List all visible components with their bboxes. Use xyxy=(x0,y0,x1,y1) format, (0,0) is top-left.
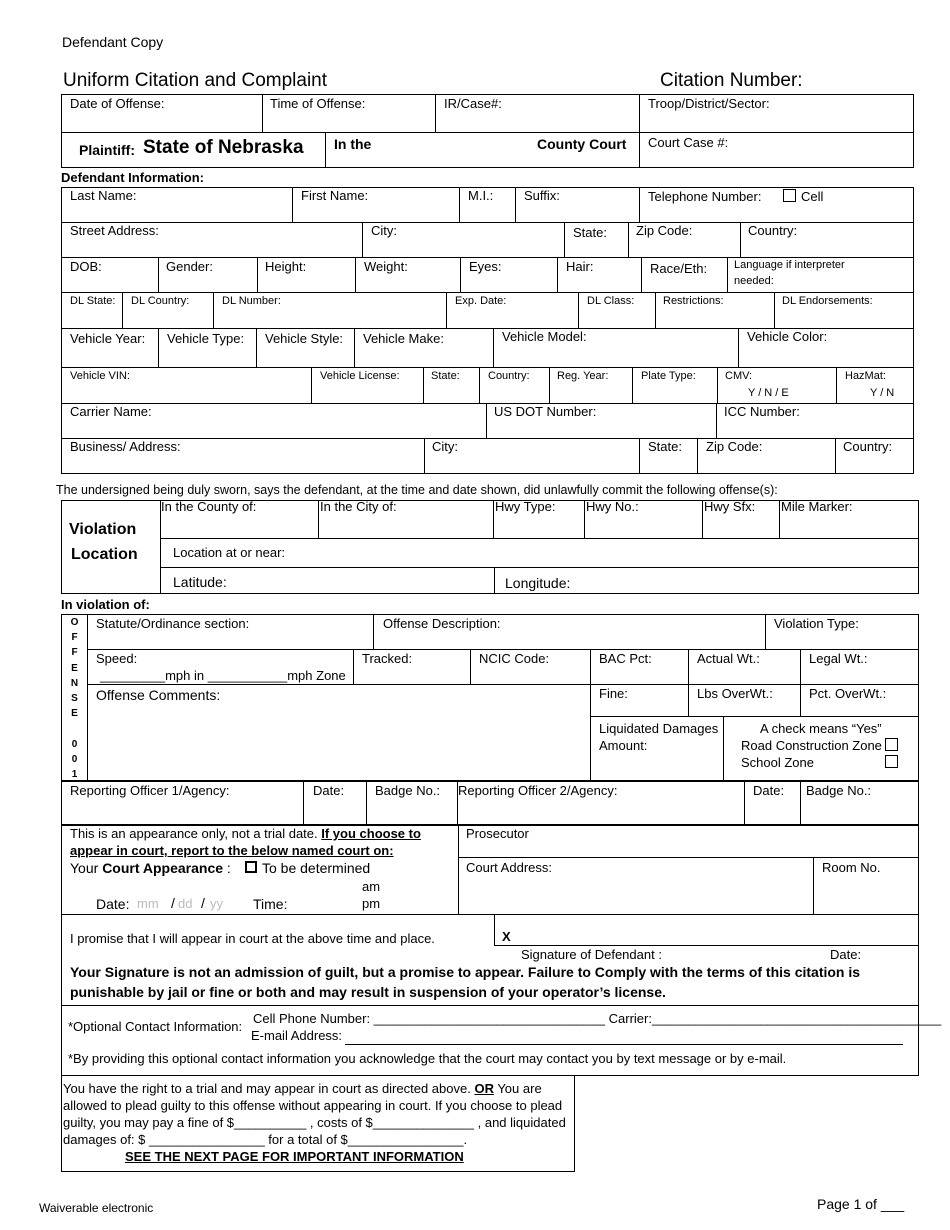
violation-location-title-1: Violation xyxy=(69,521,137,538)
side-label-letter: E xyxy=(71,708,78,720)
exp-date-label[interactable]: Exp. Date: xyxy=(455,295,507,307)
school-zone-label: School Zone xyxy=(741,755,814,770)
cell-phone-carrier-line[interactable]: Cell Phone Number: ________________________________ Carrier:________________________________________ xyxy=(253,1011,942,1026)
first-name-label[interactable]: First Name: xyxy=(301,188,369,203)
city-of-label[interactable]: In the City of: xyxy=(320,499,397,514)
height-label[interactable]: Height: xyxy=(265,259,307,274)
officer2-badge-label[interactable]: Badge No.: xyxy=(806,783,872,798)
zip-label[interactable]: Zip Code: xyxy=(636,223,693,238)
plate-type-label[interactable]: Plate Type: xyxy=(641,370,696,382)
rights-line-2: allowed to plead guilty to this offense without appearing in court. If you choose to plead xyxy=(63,1098,563,1113)
court-address-label[interactable]: Court Address: xyxy=(466,860,552,875)
carrier-name-label[interactable]: Carrier Name: xyxy=(70,404,152,419)
rights-line-4[interactable]: damages of: $ ________________ for a total of $________________. xyxy=(63,1132,468,1147)
county-court-label: County Court xyxy=(537,136,627,152)
page-number: Page 1 of ___ xyxy=(817,1196,905,1212)
telephone-label[interactable]: Telephone Number: xyxy=(648,189,762,204)
in-the-label: In the xyxy=(334,136,372,152)
business-address-label[interactable]: Business/ Address: xyxy=(70,439,181,454)
email-label: E-mail Address: xyxy=(251,1028,343,1043)
mile-marker-label[interactable]: Mile Marker: xyxy=(781,499,853,514)
officer1-label[interactable]: Reporting Officer 1/Agency: xyxy=(70,783,230,798)
violation-type-label[interactable]: Violation Type: xyxy=(774,616,859,631)
officer1-date-label[interactable]: Date: xyxy=(313,783,345,798)
reg-year-label[interactable]: Reg. Year: xyxy=(557,370,609,382)
state-label[interactable]: State: xyxy=(573,225,607,240)
contact-disclaimer: *By providing this optional contact information you acknowledge that the court may contact you by text message or by e-mail. xyxy=(68,1051,787,1066)
speed-zone-line[interactable]: _________mph in ___________mph Zone xyxy=(100,668,346,683)
weight-label[interactable]: Weight: xyxy=(364,259,408,274)
vehicle-make-label[interactable]: Vehicle Make: xyxy=(363,331,444,346)
sworn-statement: The undersigned being duly sworn, says the defendant, at the time and date shown, did unlawfully commit the following offense(s): xyxy=(56,483,778,497)
cell-checkbox[interactable] xyxy=(783,189,796,202)
rights-line-1: You have the right to a trial and may appear in court as directed above. OR You are xyxy=(63,1081,542,1096)
dl-class-label[interactable]: DL Class: xyxy=(587,295,635,307)
warning-line-1: Your Signature is not an admission of guilt, but a promise to appear. Failure to Comply with the terms of this citation is xyxy=(70,964,861,980)
side-label-letter: 0 xyxy=(71,738,78,750)
promise-statement: I promise that I will appear in court at the above time and place. xyxy=(70,931,435,946)
side-label-letter: F xyxy=(71,647,78,659)
date-slash-1: / xyxy=(171,895,175,911)
waiverable-label: Waiverable electronic xyxy=(39,1201,154,1215)
dl-number-label[interactable]: DL Number: xyxy=(222,295,281,307)
us-dot-label[interactable]: US DOT Number: xyxy=(494,404,597,419)
business-country-label[interactable]: Country: xyxy=(843,439,893,454)
eyes-label[interactable]: Eyes: xyxy=(469,259,502,274)
plaintiff-label: Plaintiff: xyxy=(79,142,135,158)
country-label[interactable]: Country: xyxy=(748,223,798,238)
pct-overwt-label[interactable]: Pct. OverWt.: xyxy=(809,686,887,701)
vehicle-color-label[interactable]: Vehicle Color: xyxy=(747,329,828,344)
cell-label: Cell xyxy=(801,189,824,204)
statute-label[interactable]: Statute/Ordinance section: xyxy=(96,616,250,631)
vehicle-year-label[interactable]: Vehicle Year: xyxy=(70,331,146,346)
cmv-label[interactable]: CMV: xyxy=(725,370,753,382)
plaintiff-value: State of Nebraska xyxy=(143,137,304,158)
signature-x-mark: X xyxy=(502,929,511,944)
latitude-label[interactable]: Latitude: xyxy=(173,574,227,590)
warning-line-2: punishable by jail or fine or both and may result in suspension of your operator’s license. xyxy=(70,984,666,1000)
signature-field[interactable] xyxy=(515,916,915,944)
business-state-label[interactable]: State: xyxy=(648,439,682,454)
vehicle-vin-label[interactable]: Vehicle VIN: xyxy=(70,370,130,382)
hwy-no-label[interactable]: Hwy No.: xyxy=(586,499,639,514)
defendant-section-title: Defendant Information: xyxy=(61,170,204,185)
actual-wt-label[interactable]: Actual Wt.: xyxy=(697,651,760,666)
mi-label[interactable]: M.I.: xyxy=(468,188,494,203)
language-label-1[interactable]: Language if interpreter xyxy=(734,259,845,271)
side-label-letter: 0 xyxy=(71,753,78,765)
street-address-label[interactable]: Street Address: xyxy=(70,223,159,238)
pm-option[interactable]: pm xyxy=(362,896,381,911)
side-label-letter xyxy=(62,721,87,736)
appearance-notice-1: This is an appearance only, not a trial date. If you choose to xyxy=(70,826,421,841)
room-no-label[interactable]: Room No. xyxy=(822,860,881,875)
location-near-label[interactable]: Location at or near: xyxy=(173,545,286,560)
see-next-page-note: SEE THE NEXT PAGE FOR IMPORTANT INFORMATION xyxy=(125,1149,464,1164)
am-option[interactable]: am xyxy=(362,879,381,894)
signature-label: Signature of Defendant : xyxy=(521,947,662,962)
cmv-options[interactable]: Y / N / E xyxy=(748,387,789,399)
form-title: Uniform Citation and Complaint xyxy=(63,70,328,91)
tracked-label[interactable]: Tracked: xyxy=(362,651,413,666)
troop-label[interactable]: Troop/District/Sector: xyxy=(648,96,770,111)
court-date-year[interactable]: yy xyxy=(210,896,223,911)
lbs-overwt-label[interactable]: Lbs OverWt.: xyxy=(697,686,773,701)
vehicle-style-label[interactable]: Vehicle Style: xyxy=(265,331,344,346)
hwy-type-label[interactable]: Hwy Type: xyxy=(495,499,556,514)
icc-label[interactable]: ICC Number: xyxy=(724,404,800,419)
legal-wt-label[interactable]: Legal Wt.: xyxy=(809,651,868,666)
violation-location-title-2: Location xyxy=(71,546,138,563)
gender-label[interactable]: Gender: xyxy=(166,259,213,274)
to-be-determined-checkbox[interactable] xyxy=(245,861,257,873)
business-city-label[interactable]: City: xyxy=(432,439,458,454)
suffix-label[interactable]: Suffix: xyxy=(524,188,560,203)
citation-number-label: Citation Number: xyxy=(660,70,803,91)
court-date-month[interactable]: mm xyxy=(137,896,159,911)
court-appearance-label: Your Court Appearance : xyxy=(70,860,231,876)
restrictions-label[interactable]: Restrictions: xyxy=(663,295,724,307)
fine-label[interactable]: Fine: xyxy=(599,686,628,701)
officer2-date-label[interactable]: Date: xyxy=(753,783,785,798)
date-of-offense-label[interactable]: Date of Offense: xyxy=(70,96,165,111)
email-field[interactable] xyxy=(345,1044,903,1045)
vehicle-license-label[interactable]: Vehicle License: xyxy=(320,370,400,382)
offense-side-label xyxy=(62,615,87,782)
business-zip-label[interactable]: Zip Code: xyxy=(706,439,763,454)
dl-endorsements-label[interactable]: DL Endorsements: xyxy=(782,295,873,307)
side-label-letter: F xyxy=(71,632,78,644)
check-means-note: A check means “Yes” xyxy=(760,721,882,736)
hwy-sfx-label[interactable]: Hwy Sfx: xyxy=(704,499,756,514)
last-name-label[interactable]: Last Name: xyxy=(70,188,137,203)
vehicle-type-label[interactable]: Vehicle Type: xyxy=(167,331,245,346)
hazmat-label[interactable]: HazMat: xyxy=(845,370,886,382)
dl-country-label[interactable]: DL Country: xyxy=(131,295,190,307)
optional-contact-label: *Optional Contact Information: xyxy=(68,1019,243,1034)
offense-description-label[interactable]: Offense Description: xyxy=(383,616,501,631)
city-label[interactable]: City: xyxy=(371,223,397,238)
ncic-label[interactable]: NCIC Code: xyxy=(479,651,550,666)
liquidated-label-2: Amount: xyxy=(599,738,648,753)
liquidated-label-1[interactable]: Liquidated Damages xyxy=(599,721,719,736)
violation-section-title: In violation of: xyxy=(61,597,150,612)
court-time-label[interactable]: Time: xyxy=(253,896,288,912)
county-of-label[interactable]: In the County of: xyxy=(161,499,257,514)
signature-date-label[interactable]: Date: xyxy=(830,947,862,962)
license-state-label[interactable]: State: xyxy=(431,370,460,382)
date-slash-2: / xyxy=(201,895,205,911)
dl-state-label[interactable]: DL State: xyxy=(70,295,116,307)
hair-label[interactable]: Hair: xyxy=(566,259,594,274)
side-label-letter: E xyxy=(71,662,78,674)
side-label-letter: S xyxy=(71,692,78,704)
court-case-label[interactable]: Court Case #: xyxy=(648,135,729,150)
road-construction-checkbox[interactable] xyxy=(885,738,898,751)
language-label-2: needed: xyxy=(734,275,774,287)
rights-line-3[interactable]: guilty, you may pay a fine of $__________ , costs of $______________ , and liquidated xyxy=(63,1115,566,1130)
school-zone-checkbox[interactable] xyxy=(885,755,898,768)
bac-label[interactable]: BAC Pct: xyxy=(599,651,652,666)
license-country-label[interactable]: Country: xyxy=(488,370,530,382)
copy-label: Defendant Copy xyxy=(62,34,164,50)
court-date-day[interactable]: dd xyxy=(178,896,193,911)
longitude-label[interactable]: Longitude: xyxy=(505,575,571,591)
side-label-letter: N xyxy=(70,677,79,689)
appearance-notice-2: appear in court, report to the below named court on: xyxy=(70,843,394,858)
race-label[interactable]: Race/Eth: xyxy=(650,261,708,276)
officer2-label[interactable]: Reporting Officer 2/Agency: xyxy=(458,783,618,798)
court-date-label: Date: xyxy=(96,896,130,912)
officer1-badge-label[interactable]: Badge No.: xyxy=(375,783,441,798)
vehicle-model-label[interactable]: Vehicle Model: xyxy=(502,329,587,344)
time-of-offense-label[interactable]: Time of Offense: xyxy=(270,96,366,111)
side-label-letter: 1 xyxy=(71,768,78,780)
hazmat-options[interactable]: Y / N xyxy=(870,387,895,399)
ir-case-label[interactable]: IR/Case#: xyxy=(444,96,502,111)
dob-label[interactable]: DOB: xyxy=(70,259,102,274)
offense-comments-label[interactable]: Offense Comments: xyxy=(96,687,221,703)
road-construction-label: Road Construction Zone xyxy=(741,738,882,753)
to-be-determined-label: To be determined xyxy=(262,860,371,876)
side-label-letter: O xyxy=(70,617,79,628)
speed-label[interactable]: Speed: xyxy=(96,651,138,666)
prosecutor-label[interactable]: Prosecutor xyxy=(466,826,529,841)
